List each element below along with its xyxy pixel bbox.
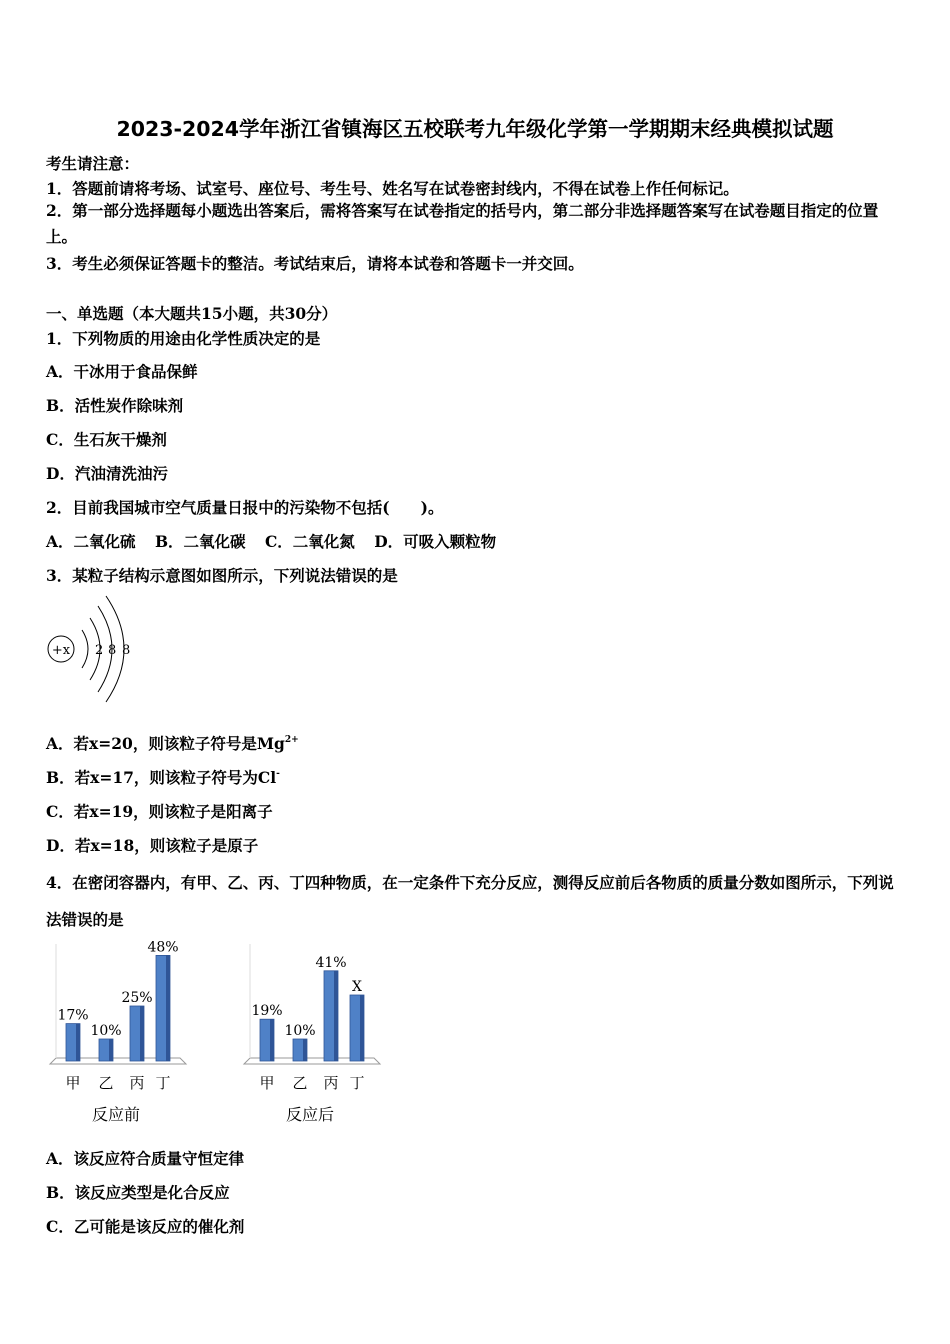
- notice-item-1: 1．答题前请将考场、试室号、座位号、考生号、姓名写在试卷密封线内，不得在试卷上作任何标记。: [46, 179, 739, 198]
- data-label-2: 10%: [90, 1023, 122, 1039]
- q1-option-d: D．汽油清洗油污: [46, 464, 168, 483]
- q3-option-a: A．若x=20，则该粒子符号是$Mg^{2+}$: [46, 734, 299, 753]
- category-label-2: 乙: [98, 1074, 114, 1092]
- bar-shade-3: [140, 1006, 144, 1061]
- category-label-2: 乙: [292, 1074, 308, 1092]
- notice-item-3: 3．考生必须保证答题卡的整洁。考试结束后，请将本试卷和答题卡一并交回。: [46, 254, 584, 273]
- bar-shade-2: [303, 1039, 307, 1061]
- notice-item-2: 2．第一部分选择题每小题选出答案后，需将答案写在试卷指定的括号内，第二部分非选择题答案写在试卷题目指定的位置上。: [46, 201, 879, 246]
- section-heading: 一、单选题（本大题共15小题，共30分）: [46, 304, 338, 323]
- q4-option-b: B．该反应类型是化合反应: [46, 1183, 230, 1202]
- q3-option-b: B．若x=17，则该粒子符号为Cl-: [46, 768, 280, 787]
- q1-option-b: B．活性炭作除味剂: [46, 396, 184, 415]
- notice-heading: 考生请注意：: [46, 154, 140, 173]
- category-label-4: 丁: [349, 1074, 365, 1092]
- shell-count-2: 8: [108, 643, 117, 658]
- category-label-1: 甲: [259, 1074, 275, 1092]
- bar-shade-2: [109, 1039, 113, 1061]
- q3-option-d: D．若x=18，则该粒子是原子: [46, 836, 259, 855]
- data-label-1: 17%: [57, 1007, 89, 1024]
- page-title: 2023-2024学年浙江省镇海区五校联考九年级化学第一学期期末经典模拟试题: [116, 117, 834, 141]
- shell-arc-1: [82, 630, 88, 668]
- q2-option-d: D．可吸入颗粒物: [374, 532, 497, 551]
- category-label-3: 丙: [129, 1074, 145, 1092]
- data-label-3: 41%: [315, 954, 347, 971]
- chart-before: [44, 940, 194, 1130]
- q3-stem: 3．某粒子结构示意图如图所示，下列说法错误的是: [46, 566, 398, 585]
- q2-stem: 2．目前我国城市空气质量日报中的污染物不包括( )。: [46, 498, 444, 517]
- bar-shade-4: [360, 995, 364, 1061]
- q2-option-c: C．二氧化氮: [264, 532, 355, 551]
- chart-title: 反应前: [91, 1105, 141, 1124]
- bar-shade-3: [334, 971, 338, 1061]
- atom-structure-diagram: [44, 592, 144, 704]
- q2-option-a: A．二氧化硫: [46, 532, 136, 551]
- category-label-4: 丁: [155, 1074, 171, 1092]
- q1-stem: 1．下列物质的用途由化学性质决定的是: [46, 329, 321, 348]
- data-label-2: 10%: [284, 1023, 316, 1039]
- q2-options: [46, 530, 510, 552]
- q2-option-b: B．二氧化碳: [154, 532, 246, 551]
- bar-shade-4: [166, 955, 170, 1061]
- shell-count-1: 2: [95, 643, 104, 658]
- shell-count-3: 8: [122, 643, 131, 658]
- q3-option-c: C．若x=19，则该粒子是阳离子: [46, 802, 273, 821]
- data-label-3: 25%: [121, 990, 153, 1006]
- chart-title: 反应后: [285, 1105, 335, 1124]
- data-label-4: 48%: [147, 940, 179, 956]
- chart-after: [238, 940, 388, 1130]
- bar-shade-1: [270, 1019, 274, 1061]
- nucleus-label: +x: [51, 643, 71, 658]
- q1-option-c: C．生石灰干燥剂: [46, 430, 167, 449]
- category-label-3: 丙: [323, 1074, 339, 1092]
- bar-shade-1: [76, 1024, 80, 1061]
- q1-option-a: A．干冰用于食品保鲜: [46, 362, 198, 381]
- data-label-1: 19%: [251, 1003, 283, 1020]
- q4-option-c: C．乙可能是该反应的催化剂: [46, 1217, 245, 1236]
- q4-option-a: A．该反应符合质量守恒定律: [46, 1149, 245, 1168]
- q4-stem: 4．在密闭容器内，有甲、乙、丙、丁四种物质，在一定条件下充分反应，测得反应前后各物质的质量分数如图所示，下列说法错误的是: [46, 873, 894, 929]
- data-label-4: X: [352, 979, 362, 995]
- category-label-1: 甲: [65, 1074, 81, 1092]
